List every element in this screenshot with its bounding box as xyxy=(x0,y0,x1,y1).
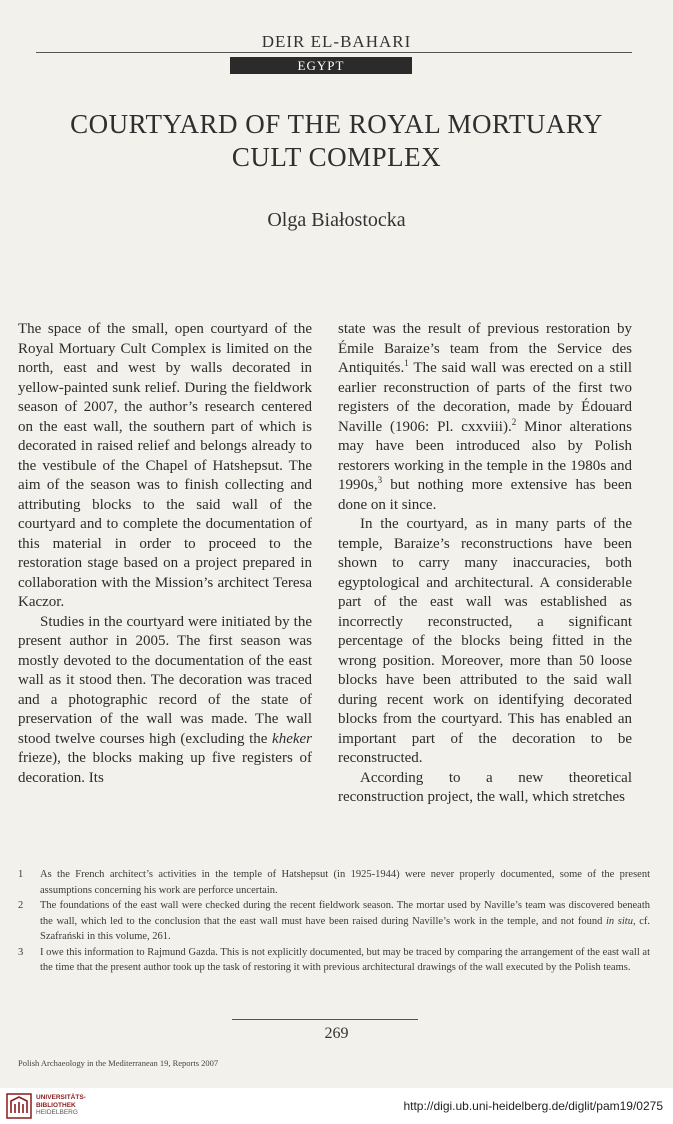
footnote-2 xyxy=(18,898,650,945)
footnote-number: 2 xyxy=(18,900,24,911)
footnote-text: As the French architect’s activities in the temple of Hatshepsut (in 1925-1944) were never properly documented, some of the present assumptions concerning his work are perforce uncertain. xyxy=(40,869,650,896)
section-label: EGYPT xyxy=(230,57,412,74)
title-line-1: COURTYARD OF THE ROYAL MORTUARY xyxy=(70,109,603,139)
footnote-ref-1[interactable]: 1 xyxy=(404,358,409,368)
journal-citation: Polish Archaeology in the Mediterranean 19, Reports 2007 xyxy=(18,1058,219,1068)
footnote-3 xyxy=(18,945,650,976)
paragraph: state was the result of previous restoration by Émile Baraize’s team from the Service des Antiquités.$^1$ The said wall was erected on a still earlier reconstruction of parts of the first two registers of the decoration, made by Édouard Naville (1906: Pl. cxxviii).$^2$ Minor alterations may have been introduced also by Polish restorers working in the temple in the 1980s and 1990s,$^3$ but nothing more extensive has been done on it since. xyxy=(338,321,632,513)
article-author: Olga Białostocka xyxy=(267,209,406,231)
footnotes xyxy=(18,867,650,976)
paragraph: In the courtyard, as in many parts of the temple, Baraize’s reconstructions have been shown to carry many inaccuracies, both egyptological and architectural. A considerable part of the east wall was established as incorrectly reconstructed, a significant percentage of the blocks being fitted in the wrong position. Moreover, more than 50 loose blocks have been attributed to the said wall during recent work on identifying decorated blocks from the courtyard. This has enabled an important part of the decoration to be reconstructed. xyxy=(338,516,632,766)
body-column-right xyxy=(338,320,632,808)
footnote-ref-3[interactable]: 3 xyxy=(377,475,383,485)
running-head: DEIR EL-BAHARI xyxy=(261,32,412,51)
footnote-ref-2[interactable]: 2 xyxy=(511,416,517,427)
paragraph: According to a new theoretical reconstruction project, the wall, which stretches xyxy=(338,769,632,805)
page-number: 269 xyxy=(324,1025,349,1042)
footnote-text: I owe this information to Rajmund Gazda. This is not explicitly documented, but may be traced by comparing the arrangement of the east wall at the time that the present author took up the task of restoring it with previous architectural drawings of the wall executed by the Polish teams. xyxy=(40,946,650,973)
source-url-link[interactable]: http://digi.ub.uni-heidelberg.de/diglit/pam19/0275 xyxy=(403,1099,663,1113)
library-logo-icon[interactable] xyxy=(6,1093,32,1119)
header-rule xyxy=(36,52,632,53)
footnote-number: 3 xyxy=(18,946,24,958)
body-column-left xyxy=(18,320,312,788)
footer-rule xyxy=(232,1019,418,1020)
paragraph: The space of the small, open courtyard of the Royal Mortuary Cult Complex is limited on the north, east and west by walls decorated in yellow-painted sunk relief. During the fieldwork season of 2007, the author’s research centered on the east wall, the southern part of which is decorated in raised relief and belongs already to the vestibule of the Chapel of Hatshepsut. The aim of the season was to finish collecting and attributing blocks to the said wall of the courtyard and to complete the documentation of this material in order to proceed to the restoration stage based on a project prepared in collaboration with the Mission’s architect Teresa Kaczor. xyxy=(18,321,312,610)
footnote-1 xyxy=(18,867,650,898)
footnote-number: 1 xyxy=(18,869,24,880)
library-name: UNIVERSITÄTS- BIBLIOTHEK HEIDELBERG xyxy=(36,1094,86,1116)
article-title xyxy=(20,108,653,174)
paragraph: Studies in the courtyard were initiated by the present author in 2005. The first season was mostly devoted to the documentation of the east wall as it stood then. The decoration was traced and a photographic record of the state of preservation of the wall was made. The wall stood twelve courses high (excluding the kheker frieze), the blocks making up five registers of decoration. Its xyxy=(18,613,312,786)
title-line-2: CULT COMPLEX xyxy=(231,142,442,172)
footnote-text: The foundations of the east wall were checked during the recent fieldwork season. The mortar used by Naville’s team was discovered beneath the wall, which led to the conclusion that the east wall must have been raised during Naville’s work in the temple, and not found in situ, cf. Szafrański in this volume, 261. xyxy=(40,900,650,942)
